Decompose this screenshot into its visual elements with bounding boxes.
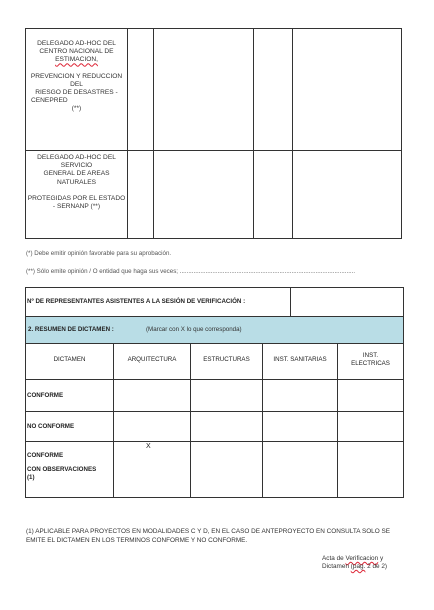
blank-cell	[127, 28, 154, 151]
row-label-conforme: CONFORME	[27, 392, 64, 399]
mark-x-arquitectura: X	[146, 443, 151, 450]
representatives-value-cell[interactable]	[290, 287, 404, 317]
blank-cell	[127, 150, 154, 239]
blank-cell	[153, 150, 254, 239]
mark-cell[interactable]	[113, 379, 191, 412]
col-label: INST. ELECTRICAS	[351, 352, 390, 367]
col-label: ESTRUCTURAS	[203, 356, 250, 363]
summary-table	[25, 287, 404, 498]
blank-cell	[253, 150, 293, 239]
mark-cell[interactable]	[113, 411, 191, 442]
representatives-label: Nº DE REPRESENTANTES ASISTENTES A LA SESIÓN DE VERIFICACIÓN :	[27, 298, 246, 305]
footnote-applicability: (1) APLICABLE PARA PROYECTOS EN MODALIDADES C Y D, EN EL CASO DE ANTEPROYECTO EN CONSULTA SOLO SE EMITE EL DICTAMEN EN LOS TERMINOS CONFORME Y NO CONFORME.	[26, 528, 391, 544]
mark-cell[interactable]	[262, 379, 338, 412]
mark-cell[interactable]	[337, 411, 404, 442]
mark-cell[interactable]	[113, 441, 191, 498]
row-label-no-conforme: NO CONFORME	[27, 423, 75, 430]
col-label: INST. SANITARIAS	[273, 356, 327, 363]
mark-cell[interactable]	[262, 411, 338, 442]
delegate-cenepred-text: DELEGADO AD-HOC DEL CENTRO NACIONAL DE ESTIMACION, PREVENCION Y REDUCCION DEL RIESGO DE DESASTRES - CENEPRED (**)	[30, 40, 123, 113]
blank-cell	[253, 28, 293, 151]
note-opinion-favorable: (*) Debe emitir opinión favorable para su aprobación.	[26, 250, 172, 257]
section-title: 2. RESUMEN DE DICTAMEN :	[28, 326, 114, 333]
row-label-conforme-observaciones: CONFORME CON OBSERVACIONES (1)	[27, 452, 97, 481]
blank-cell	[292, 150, 402, 239]
delegates-table	[25, 28, 402, 239]
mark-cell[interactable]	[190, 441, 263, 498]
mark-cell[interactable]	[337, 379, 404, 412]
col-label: DICTAMEN	[53, 356, 86, 363]
mark-cell[interactable]	[190, 411, 263, 442]
page-reference-line2: Dictamen (pag. 2 de 2)	[322, 563, 388, 570]
mark-cell[interactable]	[337, 441, 404, 498]
delegate-sernanp-text: DELEGADO AD-HOC DEL SERVICIO GENERAL DE AREAS NATURALES PROTEGIDAS POR EL ESTADO - SERNANP (**)	[27, 154, 126, 211]
page-reference-line1: Acta de Verificacion y	[322, 555, 384, 562]
blank-cell	[153, 28, 254, 151]
mark-cell[interactable]	[190, 379, 263, 412]
blank-cell	[292, 28, 402, 151]
mark-cell[interactable]	[262, 441, 338, 498]
col-label: ARQUITECTURA	[127, 356, 177, 363]
page-reference	[322, 555, 387, 571]
section-hint: (Marcar con X lo que corresponda)	[146, 326, 242, 333]
note-opinion-only: (**) Sólo emite opinión / O entidad que haga sus veces; ......................................................................................................	[26, 268, 356, 275]
